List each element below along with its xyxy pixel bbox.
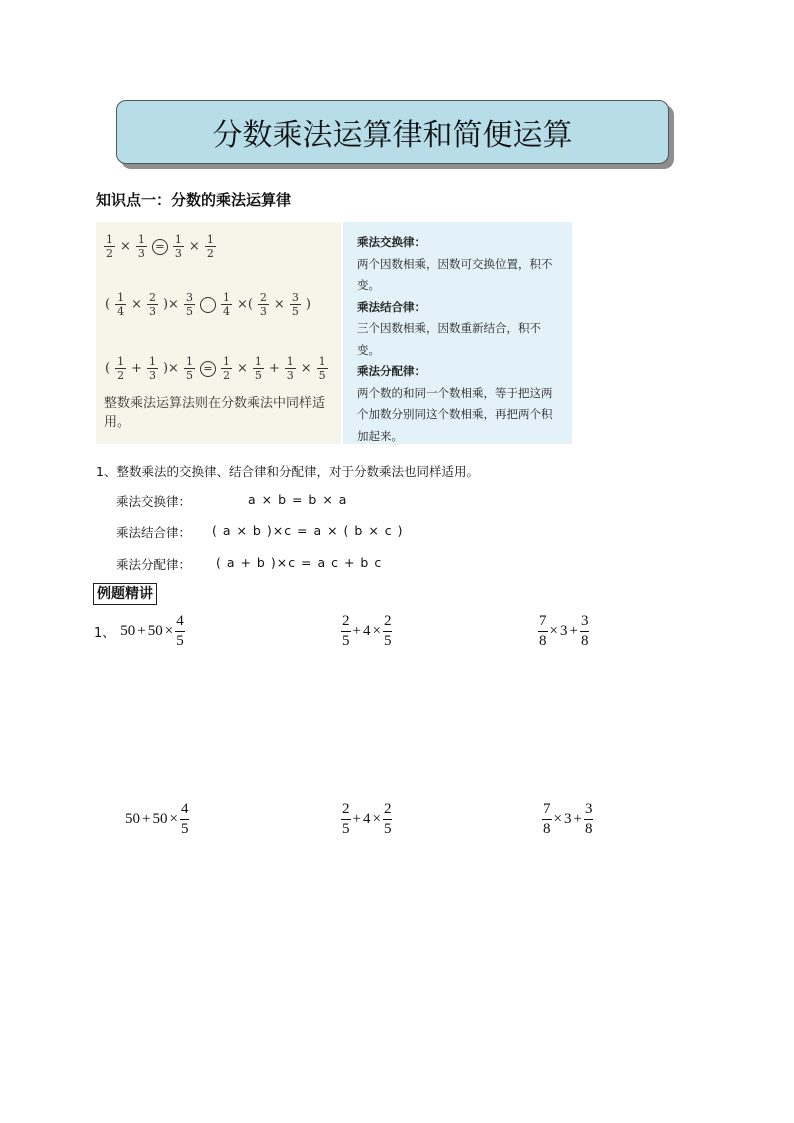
laws-intro: 1、整数乘法的交换律、结合律和分配律，对于分数乘法也同样适用。 bbox=[96, 464, 479, 479]
commutative-text: 两个因数相乘，因数可交换位置，积不变。 bbox=[357, 256, 553, 292]
example-1-expression-c: $\frac{7}{8}$ × 3 + $\frac{3}{8}$ bbox=[539, 613, 589, 649]
equation-associative: ( $\frac{1}{4}$ × $\frac{2}{3}$ )× $\frac{3}{5}$ $\frac{1}{4}$ ×( $\frac{2}{3}$ × $\frac{3}{5}$ ) bbox=[105, 291, 311, 318]
law-formula-distributive: ( a + b )×c = a c + b c bbox=[216, 555, 383, 570]
equation-distributive: ( $\frac{1}{2}$ + $\frac{1}{3}$ )× $\frac{1}{5}$ = $\frac{1}{2}$ × $\frac{1}{5}$ + $\frac{1}{3}$ × $\frac{1}{5}$ bbox=[105, 355, 326, 382]
law-name-distributive: 乘法分配律： bbox=[116, 557, 192, 572]
example-1-expression-b: $\frac{2}{5}$ + 4 × $\frac{2}{5}$ bbox=[342, 613, 392, 649]
example-1-expression-a: 1、 50 + 50 × $\frac{4}{5}$ bbox=[94, 613, 184, 649]
example-2-expression-c: $\frac{7}{8}$ × 3 + $\frac{3}{8}$ bbox=[543, 801, 593, 837]
distributive-title: 乘法分配律： bbox=[357, 364, 426, 378]
page-title: 分数乘法运算律和简便运算 bbox=[212, 118, 573, 153]
section-heading: 知识点一：分数的乘法运算律 bbox=[96, 191, 292, 209]
example-number: 1、 bbox=[94, 626, 116, 641]
commutative-title: 乘法交换律： bbox=[357, 235, 426, 249]
associative-text: 三个因数相乘，因数重新结合，积不变。 bbox=[357, 321, 541, 357]
illustration-note: 整数乘法运算法则在分数乘法中同样适用。 bbox=[104, 396, 326, 430]
law-name-commutative: 乘法交换律： bbox=[116, 494, 192, 509]
example-heading: 例题精讲 bbox=[93, 583, 157, 605]
example-2-expression-a: 50 + 50 × $\frac{4}{5}$ bbox=[125, 801, 189, 837]
law-name-associative: 乘法结合律： bbox=[116, 525, 192, 540]
fraction-illustration bbox=[96, 222, 341, 444]
title-banner bbox=[116, 100, 669, 164]
associative-title: 乘法结合律： bbox=[357, 299, 426, 314]
law-formula-associative: ( a × b )×c = a × ( b × c ) bbox=[212, 523, 404, 538]
law-definitions-box bbox=[343, 222, 572, 444]
example-2-expression-b: $\frac{2}{5}$ + 4 × $\frac{2}{5}$ bbox=[342, 801, 392, 837]
distributive-text: 两个数的和同一个数相乘，等于把这两个加数分别同这个数相乘，再把两个积加起来。 bbox=[357, 385, 553, 443]
law-formula-commutative: a × b = b × a bbox=[248, 492, 348, 507]
equation-commutative: $\frac{1}{2}$ × $\frac{1}{3}$ = $\frac{1}{3}$ × $\frac{1}{2}$ bbox=[106, 233, 214, 260]
